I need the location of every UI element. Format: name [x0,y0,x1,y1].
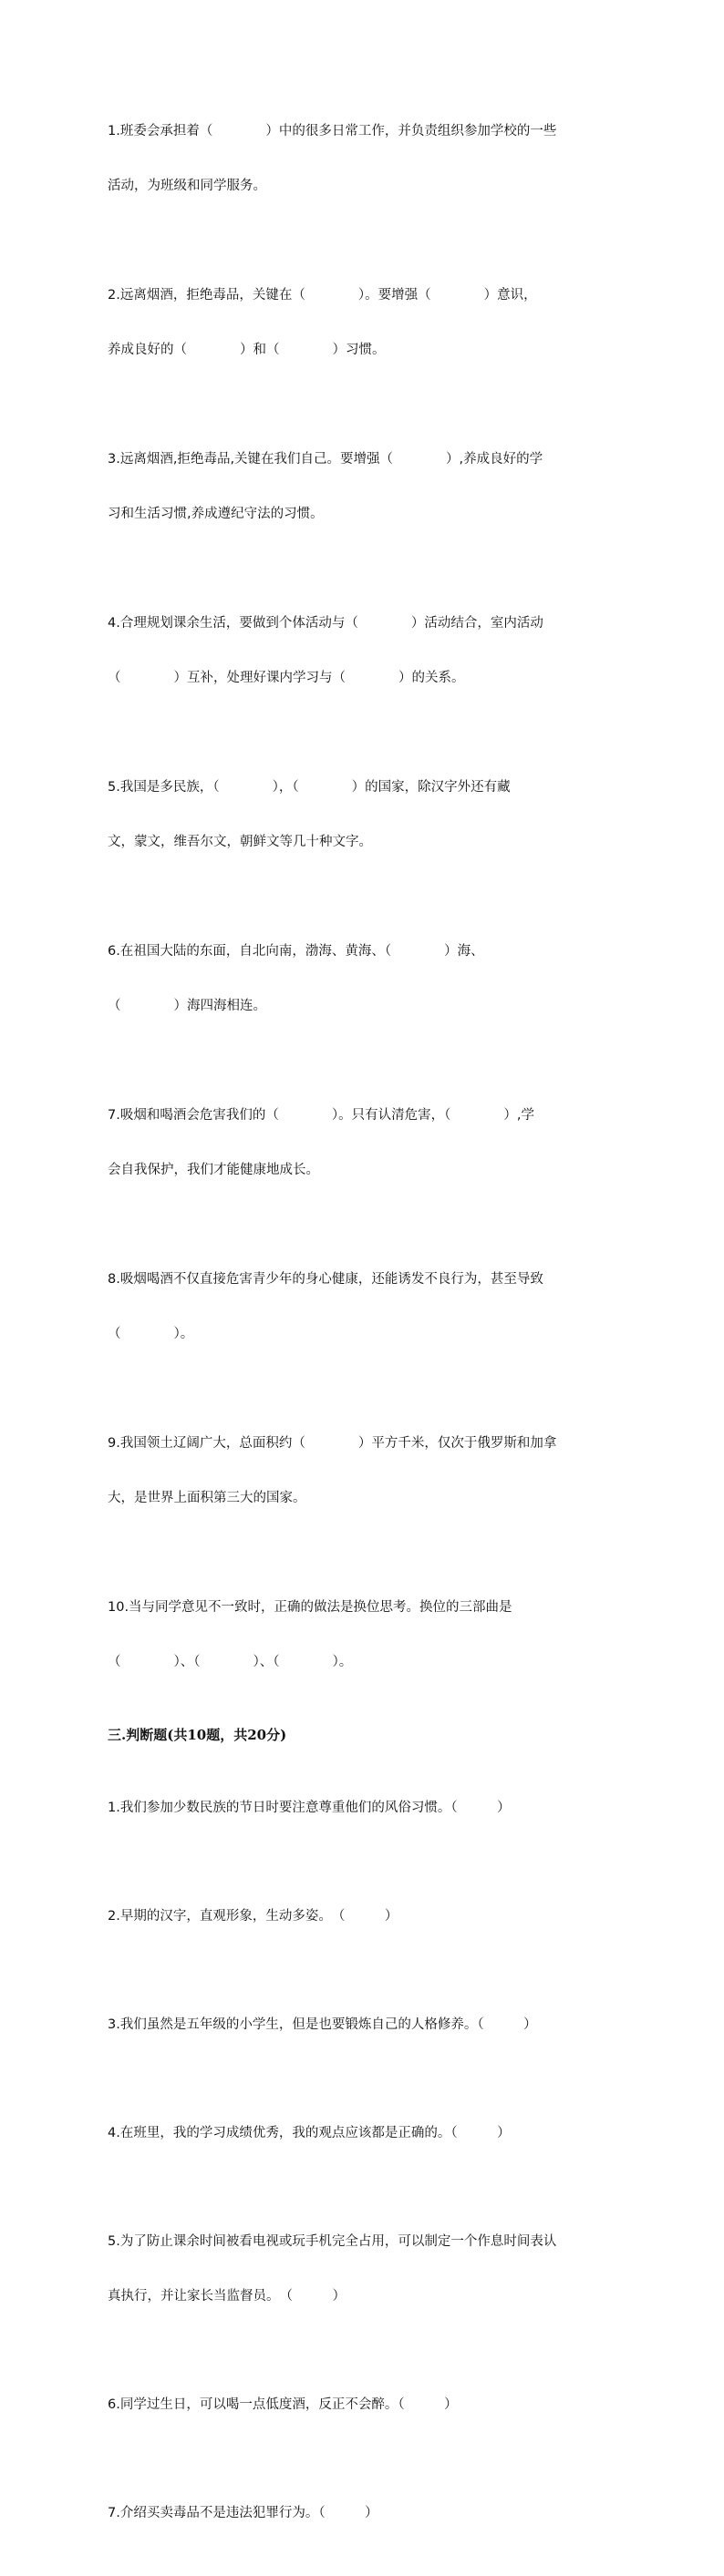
question-line: 2.远离烟酒，拒绝毒品，关键在（ ）。要增强（ ）意识， [108,288,537,303]
question-line: 6.在祖国大陆的东面，自北向南，渤海、黄海、（ ）海、 [108,944,484,959]
question-line: 5.我国是多民族，（ ），（ ）的国家，除汉字外还有藏 [108,780,511,795]
question-line: 4.合理规划课余生活，要做到个体活动与（ ）活动结合，室内活动 [108,616,543,631]
question-line: 1.班委会承担着（ ）中的很多日常工作，并负责组织参加学校的一些 [108,124,557,139]
question-line: 1.我们参加少数民族的节日时要注意尊重他们的风俗习惯。（ ） [108,1801,511,1815]
question-line: 养成良好的（ ）和（ ）习惯。 [108,343,386,357]
fill-blank-question-5 [108,742,618,888]
question-line: 6.同学过生日，可以喝一点低度酒，反正不会醉。（ ） [108,2397,458,2412]
fill-blank-question-8 [108,1234,618,1380]
fill-blank-question-1 [108,86,618,231]
question-line: （ ）互补，处理好课内学习与（ ）的关系。 [108,671,465,685]
fill-blank-question-6 [108,906,618,1052]
question-line: 大，是世界上面积第三大的国家。 [108,1491,306,1505]
question-line: 4.在班里，我的学习成绩优秀，我的观点应该都是正确的。（ ） [108,2126,511,2140]
question-line: 活动，为班级和同学服务。 [108,179,266,193]
section-title: 三.判断题(共10题，共20分) [108,1727,287,1743]
fill-blank-question-4 [108,578,618,724]
question-line: 8.吸烟喝酒不仅直接危害青少年的身心健康，还能诱发不良行为，甚至导致 [108,1272,543,1287]
question-line: 5.为了防止课余时间被看电视或玩手机完全占用，可以制定一个作息时间表认 [108,2234,557,2249]
document-content [108,86,618,2576]
question-line: 3.我们虽然是五年级的小学生，但是也要锻炼自己的人格修养。（ ） [108,2017,537,2032]
fill-blank-question-3 [108,414,618,559]
question-line: （ ）海四海相连。 [108,999,266,1013]
question-line: 会自我保护，我们才能健康地成长。 [108,1163,319,1177]
true-false-question-5 [108,2196,618,2342]
fill-blank-question-7 [108,1070,618,1216]
question-line: 7.吸烟和喝酒会危害我们的（ ）。只有认清危害，（ ）,学 [108,1108,534,1123]
question-line: 3.远离烟酒,拒绝毒品,关键在我们自己。要增强（ ）,养成良好的学 [108,452,543,467]
true-false-question-6 [108,2359,618,2450]
fill-blank-question-2 [108,250,618,395]
true-false-question-7 [108,2468,618,2559]
true-false-question-4 [108,2088,618,2179]
question-line: （ ）。 [108,1327,194,1341]
question-line: 习和生活习惯,养成遵纪守法的习惯。 [108,507,324,521]
true-false-question-1 [108,1762,618,1853]
question-line: 2.早期的汉字，直观形象，生动多姿。 （ ） [108,1909,398,1924]
true-false-question-2 [108,1871,618,1962]
question-line: 文，蒙文，维吾尔文，朝鲜文等几十种文字。 [108,835,372,849]
question-line: 10.当与同学意见不一致时，正确的做法是换位思考。换位的三部曲是 [108,1600,512,1615]
true-false-question-3 [108,1979,618,2070]
fill-blank-question-9 [108,1398,618,1544]
question-line: 真执行，并让家长当监督员。 （ ） [108,2289,346,2304]
question-line: 9.我国领土辽阔广大，总面积约（ ）平方千米，仅次于俄罗斯和加拿 [108,1436,557,1451]
fill-blank-question-10 [108,1562,618,1708]
question-line: 7.介绍买卖毒品不是违法犯罪行为。（ ） [108,2506,378,2520]
question-line: （ ）、（ ）、（ ）。 [108,1655,353,1669]
